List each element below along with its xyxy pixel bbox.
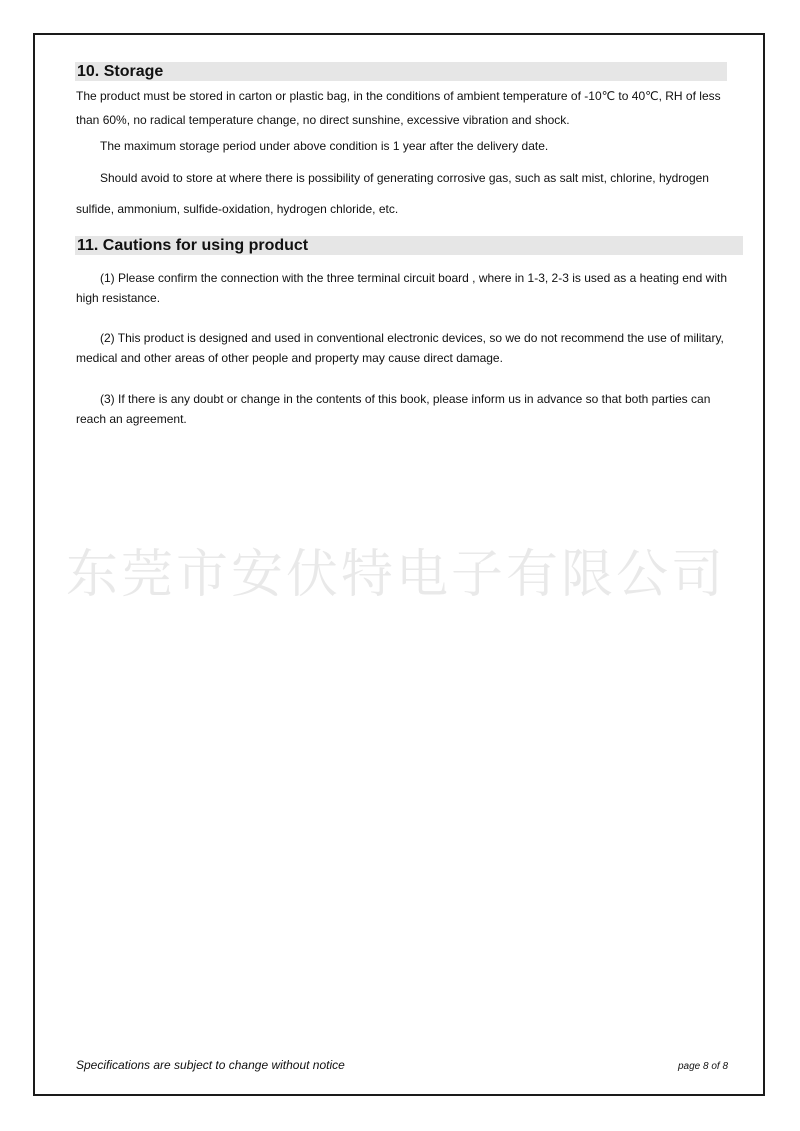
storage-paragraph-2: The maximum storage period under above condition is 1 year after the delivery date. [100,139,549,153]
section-heading-cautions: 11. Cautions for using product [75,236,743,255]
caution-item-2-line-1: (2) This product is designed and used in conventional electronic devices, so we do not recommend the use of military, [100,331,724,345]
storage-paragraph-3-line-2: sulfide, ammonium, sulfide-oxidation, hydrogen chloride, etc. [76,202,399,216]
storage-paragraph-1-line-1: The product must be stored in carton or plastic bag, in the conditions of ambient temperature of -10℃ to 40℃, RH of less [76,89,721,103]
storage-paragraph-3-line-1: Should avoid to store at where there is possibility of generating corrosive gas, such as salt mist, chlorine, hydrogen [100,171,709,185]
storage-paragraph-1-line-2: than 60%, no radical temperature change, no direct sunshine, excessive vibration and shock. [76,113,570,127]
caution-item-3-line-1: (3) If there is any doubt or change in the contents of this book, please inform us in advance so that both parties can [100,392,711,406]
company-watermark: 东莞市安伏特电子有限公司 [66,545,727,605]
section-heading-storage: 10. Storage [75,62,727,81]
footer-notice: Specifications are subject to change without notice [76,1058,345,1072]
page-number: page 8 of 8 [678,1061,729,1072]
caution-item-2-line-2: medical and other areas of other people and property may cause direct damage. [76,351,503,365]
caution-item-1-line-1: (1) Please confirm the connection with the three terminal circuit board , where in 1-3, 2-3 is used as a heating end with [100,271,727,285]
caution-item-3-line-2: reach an agreement. [76,412,187,426]
caution-item-1-line-2: high resistance. [76,291,161,305]
